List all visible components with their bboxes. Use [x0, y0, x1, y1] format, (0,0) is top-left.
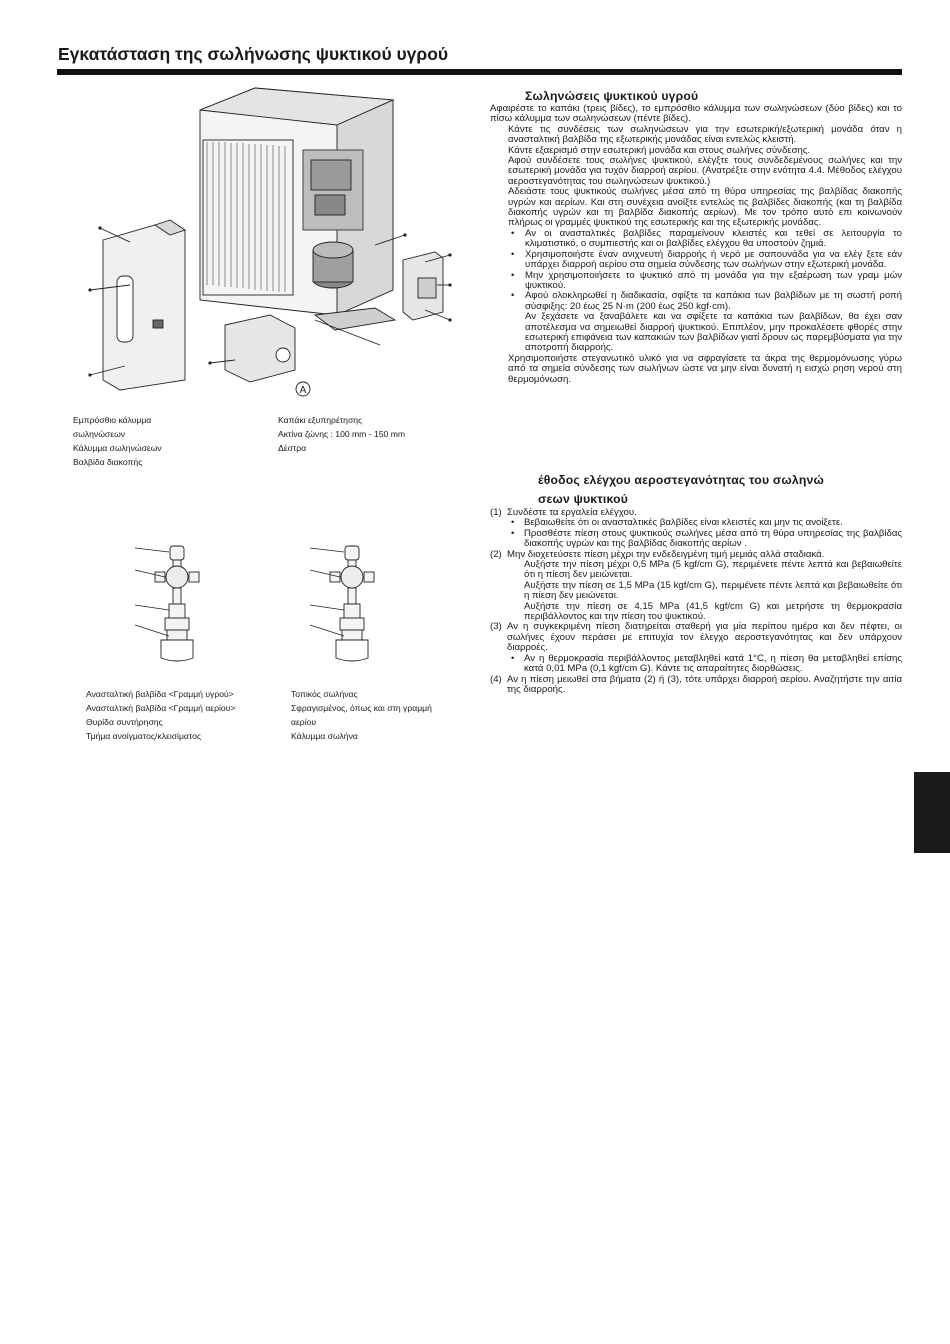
caption-pipe-cover: Κάλυμμα σωλήνα: [291, 731, 358, 741]
section2-body: [490, 508, 902, 695]
section1-paragraph: Κάντε τις συνδέσεις των σωληνώσεων για την εσωτερική/εξωτερική μονάδα όταν η ανασταλτική βαλβίδα της εξωτερικής μονάδας είναι εντελώς κλειστή.: [508, 123, 902, 146]
caption-open-close-section: Τμήμα ανοίγματος/κλεισίματος: [86, 731, 202, 741]
stop-valve-diagrams: [125, 540, 405, 670]
step-2-line: Αυξήστε την πίεση σε 1,5 MPa (15 kgf/cm G), περιμένετε πέντε λεπτά και βεβαιωθείτε ότι η πίεση δεν μειώνεται.: [524, 579, 902, 602]
step-1-bullet: • Προσθέστε πίεση στους ψυκτικούς σωλήνες μέσα από τη θύρα υπηρεσίας της βαλβίδας διακοπής υγρών και της βαλβίδας διακοπής αερίων .: [511, 527, 902, 550]
step-3-bullet: • Αν η θερμοκρασία περιβάλλοντος μεταβληθεί κατά 1°C, η πίεση θα μεταβληθεί επίσης κατά 0,01 MPa (0,1 kgf/cm G). Κάντε τις απαραίτητες διορθώσεις.: [511, 652, 902, 675]
step-2-line: Αυξήστε την πίεση σε 4,15 MPa (41,5 kgf/cm G) και μετρήστε τη θερμοκρασία περιβάλλοντος και την πίεση του ψυκτικού.: [524, 600, 902, 623]
bullet-mark: •: [511, 227, 515, 239]
section-heading-airtight-test-cont: σεων ψυκτικού: [538, 492, 629, 506]
caption-piping-cover: Κάλυμμα σωληνώσεων: [73, 443, 162, 453]
caption-service-panel: Καπάκι εξυπηρέτησης: [278, 415, 363, 425]
section-side-tab: [914, 772, 950, 853]
section1-closing: Χρησιμοποιήστε στεγανωτικό υλικό για να σφραγίσετε τα άκρα της θερμομόνωσης γύρω από τα σημεία σύνδεσης των σωλήνων ώστε να μην είναι δυνατή η εισχώ ρηση νερού στη θερμομόνωση.: [508, 352, 902, 385]
bullet-mark: •: [511, 248, 515, 260]
caption-front-piping-cover-cont: σωληνώσεων: [73, 429, 126, 439]
step-1: (1) Συνδέστε τα εργαλεία ελέγχου.: [490, 507, 637, 518]
step-2-line: Αυξήστε την πίεση μέχρι 0,5 MPa (5 kgf/cm G), περιμένετε πέντε λεπτά και βεβαιωθείτε ότι η πίεση δεν μειώνεται.: [524, 559, 902, 581]
bullet-mark: •: [511, 290, 515, 302]
section1-bullet: • Μην χρησιμοποιήσετε το ψυκτικό από τη μονάδα για την εξαέρωση των γραμ μών ψυκτικού.: [511, 269, 902, 291]
title-rule: [57, 69, 902, 75]
caption-band: Δέστρα: [278, 443, 307, 453]
fig2-captions-right: [291, 687, 461, 743]
caption-bend-radius: Ακτίνα ζώνης : 100 mm - 150 mm: [278, 429, 406, 439]
fig1-captions-right: [278, 413, 405, 455]
section-heading-airtight-test: έθοδος ελέγχου αεροστεγανότητας του σωληνώ: [538, 473, 824, 487]
section1-intro: Αφαιρέστε το καπάκι (τρεις βίδες), το εμπρόσθιο κάλυμμα των σωληνώσεων (δύο βίδες) και το πίσω κάλυμμα των σωληνώσεων (πέντε βίδες).: [490, 103, 902, 125]
caption-sealed-cont: αερίου: [291, 717, 317, 727]
page-title: Εγκατάσταση της σωλήνωσης ψυκτικού υγρού: [58, 44, 449, 64]
section-heading-refrigerant-piping: Σωληνώσεις ψυκτικού υγρού: [525, 89, 699, 103]
section1-body: [490, 104, 902, 385]
section1-bullet: • Αφού ολοκληρωθεί η διαδικασία, σφίξτε τα καπάκια των βαλβίδων με τη σωστή ροπή σύσφιξης: 20 έως 25 N·m (200 έως 250 kgf·cm).: [511, 290, 902, 312]
step-4: (4) Αν η πίεση μειωθεί στα βήματα (2) ή (3), τότε υπάρχει διαρροή αερίου. Αναζητήστε την αιτία της διαρροής.: [490, 673, 902, 695]
outdoor-unit-diagram: [75, 80, 470, 400]
fig2-captions-left: [86, 687, 235, 743]
section1-paragraph: Αδειάστε τους ψυκτικούς σωλήνες μέσα από τη θύρα υπηρεσίας της βαλβίδας διακοπής υγρών και αερίων. Και στη συνέχεια ανοίξτε εντελώς τις βαλβίδες διακοπής (και τη βαλβίδα διακοπής υγρών και τη βαλβίδα διακοπής αερίων). Με τον τρόπο αυτό επι κοινωνούν πλήρως οι γραμμές ψυκτικού της εσωτερικής και της εξωτερικής μονάδας.: [508, 186, 902, 229]
caption-liquid-valve: Ανασταλτική βαλβίδα <Γραμμή υγρού>: [86, 689, 234, 699]
step-3: (3) Αν η συγκεκριμένη πίεση διατηρείται σταθερή για μία περίπου ημέρα και δεν πέφτει, οι σωλήνες έχουν περάσει με επιτυχία τον έλεγχο αεροστεγανότητας και δεν υπάρχουν διαρροές.: [490, 621, 902, 654]
step-2: (2) Μην διοχετεύσετε πίεση μέχρι την ενδεδειγμένη τιμή μεμιάς αλλά σταδιακά.: [490, 548, 825, 560]
section1-paragraph: Κάντε εξαερισμό στην εσωτερική μονάδα και στους σωλήνες σύνδεσης.: [508, 144, 811, 156]
bullet-mark: •: [511, 269, 515, 281]
caption-local-pipe: Τοπικός σωλήνας: [291, 689, 358, 699]
caption-stop-valve: Βαλβίδα διακοπής: [73, 457, 143, 467]
section1-bullet: • Χρησιμοποιήστε έναν ανιχνευτή διαρροής ή νερό με σαπουνάδα για να ελέγ ξετε εάν υπάρχει διαρροή αερίου στα σημεία σύνδεσης των σωλήνων στην εξωτερική μονάδα.: [511, 248, 902, 271]
caption-front-piping-cover: Εμπρόσθιο κάλυμμα: [73, 415, 152, 425]
diagram-label-a: A: [299, 385, 307, 396]
caption-gas-valve: Ανασταλτική βαλβίδα <Γραμμή αερίου>: [86, 703, 236, 713]
fig1-captions-left: [73, 413, 162, 469]
step-1-bullet: • Βεβαιωθείτε ότι οι ανασταλτικές βαλβίδες είναι κλειστές και μην τις ανοίξετε.: [511, 517, 843, 529]
section1-paragraph: Αφού συνδέσετε τους σωλήνες ψυκτικού, ελέγξτε τους συνδεδεμένους σωλήνες και την εσωτερική μονάδα για τυχόν διαρροή αερίου. (Ανατρέξτε στην ενότητα 4.4. Μέθοδος ελέγχου αεροστεγανότητας του σωληνώσεων ψυκτικού.): [508, 155, 902, 187]
section1-bullet: • Αν οι ανασταλτικές βαλβίδες παραμείνουν κλειστές και τεθεί σε λειτουργία το κλιματιστικό, ο συμπιεστής και οι βαλβίδες ελέγχου θα υποστούν ζημιά.: [511, 227, 902, 250]
section1-bullet-continuation: Αν ξεχάσετε να ξαναβάλετε και να σφίξετε τα καπάκια των βαλβίδων, θα έχει σαν αποτέλεσμα να σημειωθεί διαρροή ψυκτικού. Επιπλέον, μην προκαλέσετε φθορές στην εσωτερική επιφάνεια των καπακιών των βαλβίδων γιατί δρουν ως παρεμβύσματα για την αποτροπή διαρροής.: [525, 311, 902, 354]
caption-service-port: Θυρίδα συντήρησης: [86, 717, 163, 727]
caption-sealed: Σφραγισμένος, όπως και στη γραμμή: [291, 703, 432, 713]
